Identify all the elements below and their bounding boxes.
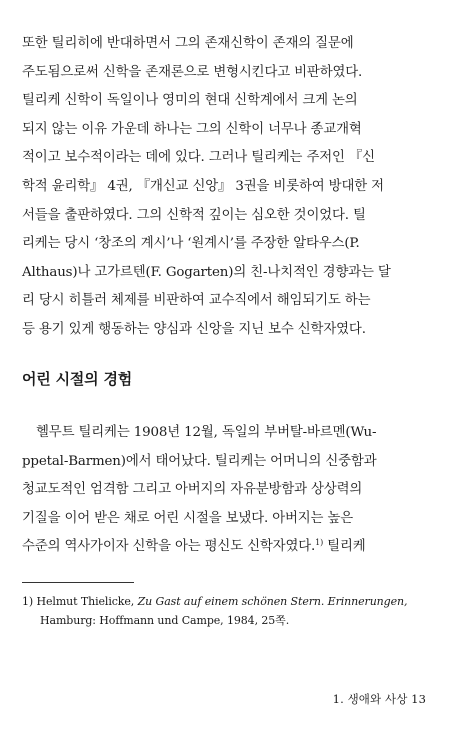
footnote-line xyxy=(22,592,426,611)
paragraph-line: 서들을 출판하였다. 그의 신학적 깊이는 심오한 것이었다. 틸 xyxy=(22,207,366,223)
footnote-publisher: Hamburg: Hoffmann und Campe, 1984, 25쪽. xyxy=(40,614,290,627)
paragraph-line: Althaus)나 고가르텐(F. Gogarten)의 친-나치적인 경향과는 달 xyxy=(22,264,391,280)
paragraph-line: 청교도적인 엄격함 그리고 아버지의 자유분방함과 상상력의 xyxy=(22,482,363,498)
paragraph-line-with-note xyxy=(22,533,424,562)
paragraph-1 xyxy=(22,30,424,345)
paragraph-line: 틸리케 신학이 독일이나 영미의 현대 신학계에서 크게 논의 xyxy=(22,93,358,109)
paragraph-line: 등 용기 있게 행동하는 양심과 신앙을 지닌 보수 신학자였다. xyxy=(22,321,366,337)
paragraph-line: 헬무트 틸리케는 1908년 12월, 독일의 부버탈-바르멘(Wu- xyxy=(36,425,377,440)
paragraph-line-tail: 틸리케 xyxy=(323,539,366,555)
paragraph-line: 리케는 당시 ‘창조의 계시’나 ‘원계시’를 주장한 알타우스(P. xyxy=(22,236,360,252)
footnote xyxy=(22,592,426,630)
paragraph-2 xyxy=(22,419,424,562)
paragraph-line: 주도됨으로써 신학을 존재론으로 변형시킨다고 비판하였다. xyxy=(22,64,363,80)
paragraph-line-text: 수준의 역사가이자 신학을 아는 평신도 신학자였다. xyxy=(22,539,316,555)
footnote-divider xyxy=(22,582,134,583)
paragraph-line: 또한 틸리히에 반대하면서 그의 존재신학이 존재의 질문에 xyxy=(22,36,354,51)
footnote-marker: 1) xyxy=(22,595,34,608)
paragraph-line: 학적 윤리학』 4권, 『개신교 신앙』 3권을 비롯하여 방대한 저 xyxy=(22,178,384,194)
paragraph-line: ppetal-Barmen)에서 태어났다. 틸리케는 어머니의 신중함과 xyxy=(22,453,377,469)
paragraph-line: 되지 않는 이유 가운데 하나는 그의 신학이 너무나 종교개혁 xyxy=(22,121,362,137)
paragraph-line: 리 당시 히틀러 체제를 비판하여 교수직에서 해임되기도 하는 xyxy=(22,293,371,309)
paragraph-line: 기질을 이어 받은 채로 어린 시절을 보냈다. 아버지는 높은 xyxy=(22,510,354,526)
footnote-title: Zu Gast auf einem schönen Stern. Erinnerungen, xyxy=(137,595,408,608)
paragraph-line: 적이고 보수적이라는 데에 있다. 그러나 틸리케는 주저인 『신 xyxy=(22,150,375,166)
footnote-reference[interactable]: 1) xyxy=(315,538,324,548)
footnote-author: Helmut Thielicke, xyxy=(36,595,135,608)
running-footer: 1. 생애와 사상 13 xyxy=(332,692,426,706)
section-heading: 어린 시절의 경험 xyxy=(22,370,133,388)
